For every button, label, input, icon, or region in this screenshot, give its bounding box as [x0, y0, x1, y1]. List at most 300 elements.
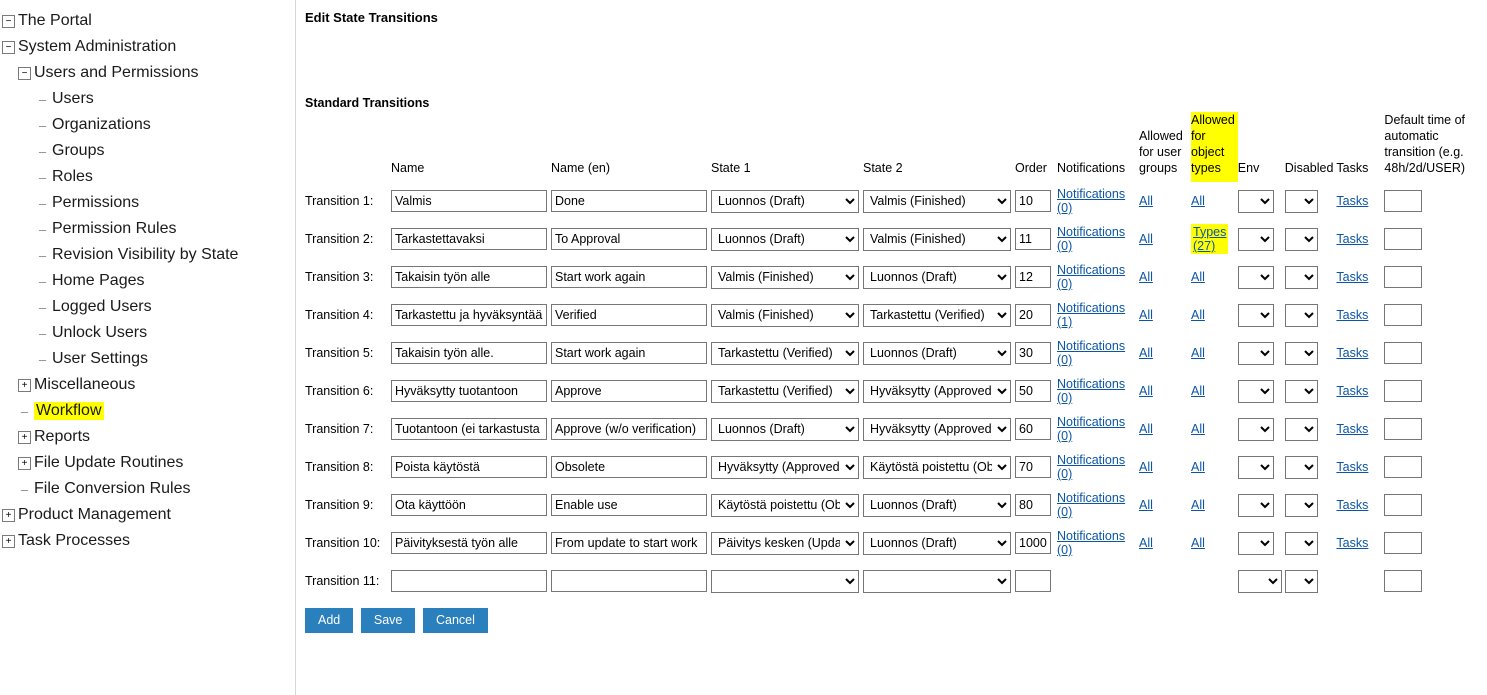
page-title: Edit State Transitions	[305, 10, 438, 25]
state1-select[interactable]	[711, 380, 859, 403]
default-time-input[interactable]	[1384, 532, 1422, 554]
table-row	[305, 372, 1468, 410]
disabled-select[interactable]	[1285, 532, 1318, 555]
name-input[interactable]	[391, 456, 547, 478]
sidebar-item-label[interactable]: Organizations	[52, 116, 151, 133]
allowed-object-types-wrapper	[1191, 346, 1205, 360]
default-time-input[interactable]	[1384, 266, 1422, 288]
notifications-count[interactable]: (0)	[1057, 201, 1073, 215]
default-time-cell	[1384, 182, 1468, 220]
allowed-object-types-link[interactable]: All	[1191, 460, 1205, 474]
state1-cell	[711, 258, 863, 296]
tasks-cell	[1336, 524, 1384, 562]
state1-select[interactable]	[711, 228, 859, 251]
tree-branch-icon: –	[20, 403, 29, 419]
state1-cell	[711, 182, 863, 220]
disabled-select[interactable]	[1285, 266, 1318, 289]
tasks-link[interactable]: Tasks	[1336, 498, 1369, 512]
order-input[interactable]	[1015, 190, 1051, 212]
sidebar-item-roles[interactable]	[0, 164, 295, 190]
sidebar-item-home-pages[interactable]	[0, 268, 295, 294]
default-time-input[interactable]	[1384, 570, 1422, 592]
state2-cell	[863, 182, 1015, 220]
state1-cell	[711, 486, 863, 524]
disabled-select[interactable]	[1285, 380, 1318, 403]
sidebar-item-the-portal[interactable]	[0, 8, 295, 34]
order-cell	[1015, 372, 1057, 410]
env-cell	[1238, 410, 1285, 448]
default-time-cell	[1384, 486, 1468, 524]
name-input[interactable]	[391, 342, 547, 364]
name-cell	[391, 296, 551, 334]
name-input[interactable]	[391, 266, 547, 288]
table-row	[305, 258, 1468, 296]
tree-branch-icon: –	[38, 273, 47, 289]
notifications-count[interactable]: (0)	[1057, 505, 1073, 519]
default-time-input[interactable]	[1384, 228, 1422, 250]
default-time-input[interactable]	[1384, 380, 1422, 402]
sidebar-item-label[interactable]: Home Pages	[52, 272, 145, 289]
disabled-cell	[1285, 182, 1337, 220]
transition-row-label: Transition 6:	[305, 384, 374, 398]
allowed-object-types-wrapper	[1191, 536, 1205, 550]
notifications-count[interactable]: (0)	[1057, 239, 1073, 253]
disabled-cell	[1285, 562, 1337, 600]
disabled-select[interactable]	[1285, 190, 1318, 213]
state2-select[interactable]	[863, 266, 1011, 289]
column-header-row	[305, 112, 391, 182]
save-button[interactable]: Save	[361, 608, 416, 633]
allowed-user-groups-cell	[1139, 334, 1191, 372]
allowed-object-types-cell	[1191, 182, 1238, 220]
sidebar-item-label[interactable]: User Settings	[52, 350, 149, 367]
allowed-user-groups-link[interactable]: All	[1139, 422, 1153, 436]
name-cell	[391, 448, 551, 486]
expand-icon[interactable]: +	[18, 457, 31, 470]
state1-select[interactable]	[711, 456, 859, 479]
env-select[interactable]	[1238, 456, 1274, 479]
allowed-user-groups-link[interactable]: All	[1139, 232, 1153, 246]
tasks-cell	[1336, 334, 1384, 372]
notifications-cell	[1057, 258, 1139, 296]
table-row	[305, 296, 1468, 334]
env-select[interactable]	[1238, 342, 1274, 365]
notifications-link[interactable]: Notifications	[1057, 528, 1126, 543]
column-header-order: Order	[1015, 161, 1047, 175]
allowed-user-groups-cell	[1139, 372, 1191, 410]
name-cell	[391, 372, 551, 410]
notifications-count[interactable]: (0)	[1057, 467, 1073, 481]
name-en-cell	[551, 296, 711, 334]
sidebar-item-label[interactable]: Unlock Users	[52, 324, 148, 341]
tasks-link[interactable]: Tasks	[1336, 460, 1369, 474]
tree-branch-icon: –	[38, 169, 47, 185]
table-header	[305, 112, 1468, 182]
sidebar-item-system-administration[interactable]	[0, 34, 295, 60]
order-cell	[1015, 448, 1057, 486]
sidebar-item-file-conversion-rules[interactable]	[0, 476, 295, 502]
tasks-link[interactable]: Tasks	[1336, 308, 1369, 322]
name-cell	[391, 220, 551, 258]
column-header-state2: State 2	[863, 161, 903, 175]
order-input[interactable]	[1015, 494, 1051, 516]
notifications-cell	[1057, 562, 1139, 600]
main-content	[296, 0, 1487, 695]
state2-select[interactable]	[863, 418, 1011, 441]
name-cell	[391, 182, 551, 220]
allowed-user-groups-cell	[1139, 410, 1191, 448]
order-cell	[1015, 410, 1057, 448]
state2-select[interactable]	[863, 304, 1011, 327]
state1-cell	[711, 562, 863, 600]
env-select[interactable]	[1238, 228, 1274, 251]
tasks-link[interactable]: Tasks	[1336, 194, 1369, 208]
order-input[interactable]	[1015, 266, 1051, 288]
state2-select[interactable]	[863, 494, 1011, 517]
state1-select[interactable]	[711, 418, 859, 441]
disabled-cell	[1285, 258, 1337, 296]
env-select[interactable]	[1238, 418, 1274, 441]
notifications-count[interactable]: (0)	[1057, 391, 1073, 405]
order-input[interactable]	[1015, 570, 1051, 592]
sidebar-item-groups[interactable]	[0, 138, 295, 164]
allowed-user-groups-cell	[1139, 448, 1191, 486]
allowed-user-groups-link[interactable]: All	[1139, 384, 1153, 398]
tasks-link[interactable]: Tasks	[1336, 422, 1369, 436]
sidebar-item-label[interactable]: Roles	[52, 168, 93, 185]
env-cell	[1238, 182, 1285, 220]
tasks-cell	[1336, 372, 1384, 410]
name-en-input[interactable]	[551, 570, 707, 592]
disabled-cell	[1285, 220, 1337, 258]
disabled-cell	[1285, 410, 1337, 448]
notifications-link[interactable]: Notifications	[1057, 338, 1126, 353]
name-en-input[interactable]	[551, 304, 707, 326]
state2-select[interactable]	[863, 380, 1011, 403]
name-input[interactable]	[391, 418, 547, 440]
name-en-input[interactable]	[551, 418, 707, 440]
allowed-user-groups-link[interactable]: All	[1139, 498, 1153, 512]
notifications-link[interactable]: Notifications	[1057, 186, 1126, 201]
state2-cell	[863, 524, 1015, 562]
env-select[interactable]	[1238, 304, 1274, 327]
sidebar-item-label[interactable]: Miscellaneous	[34, 376, 136, 393]
sidebar-item-label[interactable]: File Conversion Rules	[34, 480, 191, 497]
allowed-object-types-wrapper	[1191, 308, 1205, 322]
allowed-user-groups-cell	[1139, 220, 1191, 258]
name-cell	[391, 486, 551, 524]
allowed-object-types-link[interactable]: All	[1191, 498, 1205, 512]
collapse-icon[interactable]: −	[18, 67, 31, 80]
env-select[interactable]	[1238, 532, 1274, 555]
name-en-input[interactable]	[551, 494, 707, 516]
sidebar-item-label[interactable]: Logged Users	[52, 298, 152, 315]
tree-branch-icon: –	[38, 143, 47, 159]
add-button[interactable]: Add	[305, 608, 353, 633]
notifications-cell	[1057, 524, 1139, 562]
sidebar-item-label[interactable]: Task Processes	[18, 532, 131, 549]
expand-icon[interactable]: +	[2, 535, 15, 548]
expand-icon[interactable]: +	[18, 431, 31, 444]
sidebar-item-label[interactable]: Groups	[52, 142, 105, 159]
state2-select[interactable]	[863, 570, 1011, 593]
name-input[interactable]	[391, 570, 547, 592]
order-input[interactable]	[1015, 228, 1051, 250]
sidebar-item-label[interactable]: Revision Visibility by State	[52, 246, 239, 263]
allowed-user-groups-cell	[1139, 258, 1191, 296]
column-header-allowed-user-groups: Allowed for user groups	[1139, 129, 1183, 175]
default-time-cell	[1384, 410, 1468, 448]
disabled-select[interactable]	[1285, 418, 1318, 441]
sidebar-item-user-settings[interactable]	[0, 346, 295, 372]
sidebar-item-label[interactable]: Permission Rules	[52, 220, 177, 237]
tasks-cell	[1336, 296, 1384, 334]
allowed-user-groups-link[interactable]: All	[1139, 194, 1153, 208]
name-en-cell	[551, 258, 711, 296]
name-en-input[interactable]	[551, 190, 707, 212]
tasks-link[interactable]: Tasks	[1336, 232, 1369, 246]
order-input[interactable]	[1015, 380, 1051, 402]
notifications-cell	[1057, 448, 1139, 486]
name-input[interactable]	[391, 532, 547, 554]
column-header-allowed-object-types: Allowed for object types	[1191, 112, 1238, 182]
allowed-user-groups-cell	[1139, 296, 1191, 334]
default-time-input[interactable]	[1384, 456, 1422, 478]
tree-branch-icon: –	[38, 247, 47, 263]
sidebar-item-file-update-routines[interactable]	[0, 450, 295, 476]
transition-row-label: Transition 3:	[305, 270, 374, 284]
order-input[interactable]	[1015, 304, 1051, 326]
tree-branch-icon: –	[38, 195, 47, 211]
allowed-object-types-link[interactable]: All	[1191, 384, 1205, 398]
order-cell	[1015, 334, 1057, 372]
allowed-object-types-link[interactable]: All	[1191, 194, 1205, 208]
notifications-count[interactable]: (0)	[1057, 277, 1073, 291]
sidebar-item-miscellaneous[interactable]	[0, 372, 295, 398]
default-time-input[interactable]	[1384, 342, 1422, 364]
expand-icon[interactable]: +	[2, 509, 15, 522]
default-time-input[interactable]	[1384, 304, 1422, 326]
name-input[interactable]	[391, 304, 547, 326]
name-input[interactable]	[391, 494, 547, 516]
table-row	[305, 410, 1468, 448]
env-cell	[1238, 258, 1285, 296]
disabled-cell	[1285, 486, 1337, 524]
allowed-user-groups-link[interactable]: All	[1139, 270, 1153, 284]
sidebar-item-label[interactable]: Reports	[34, 428, 91, 445]
allowed-object-types-count[interactable]: (27)	[1193, 239, 1216, 253]
default-time-input[interactable]	[1384, 190, 1422, 212]
notifications-count[interactable]: (1)	[1057, 315, 1073, 329]
allowed-user-groups-link[interactable]: All	[1139, 460, 1153, 474]
name-en-input[interactable]	[551, 532, 707, 554]
state1-select[interactable]	[711, 266, 859, 289]
sidebar-item-product-management[interactable]	[0, 502, 295, 528]
allowed-object-types-cell	[1191, 448, 1238, 486]
allowed-user-groups-link[interactable]: All	[1139, 536, 1153, 550]
name-en-cell	[551, 334, 711, 372]
notifications-cell	[1057, 486, 1139, 524]
env-select[interactable]	[1238, 380, 1274, 403]
order-input[interactable]	[1015, 342, 1051, 364]
tasks-link[interactable]: Tasks	[1336, 270, 1369, 284]
allowed-object-types-link[interactable]: All	[1191, 536, 1205, 550]
sidebar-item-label[interactable]: Workflow	[36, 402, 102, 419]
order-input[interactable]	[1015, 418, 1051, 440]
state1-cell	[711, 334, 863, 372]
sidebar-item-logged-users[interactable]	[0, 294, 295, 320]
column-header-tasks: Tasks	[1336, 161, 1369, 175]
sidebar-item-workflow[interactable]	[0, 398, 295, 424]
allowed-object-types-wrapper	[1191, 194, 1205, 208]
default-time-cell	[1384, 296, 1468, 334]
sidebar-item-permission-rules[interactable]	[0, 216, 295, 242]
name-en-input[interactable]	[551, 380, 707, 402]
tasks-cell	[1336, 486, 1384, 524]
name-en-input[interactable]	[551, 266, 707, 288]
disabled-select[interactable]	[1285, 456, 1318, 479]
disabled-cell	[1285, 448, 1337, 486]
sidebar-item-users-and-permissions[interactable]	[0, 60, 295, 86]
env-cell	[1238, 562, 1285, 600]
state2-select[interactable]	[863, 342, 1011, 365]
column-header-state1: State 1	[711, 161, 751, 175]
sidebar-item-label[interactable]: Users and Permissions	[34, 64, 199, 81]
notifications-link[interactable]: Notifications	[1057, 224, 1126, 239]
allowed-object-types-cell	[1191, 296, 1238, 334]
state1-select[interactable]	[711, 570, 859, 593]
default-time-cell	[1384, 258, 1468, 296]
name-input[interactable]	[391, 228, 547, 250]
disabled-select[interactable]	[1285, 570, 1318, 593]
env-select[interactable]	[1238, 190, 1274, 213]
state2-select[interactable]	[863, 190, 1011, 213]
state2-select[interactable]	[863, 456, 1011, 479]
transitions-table	[305, 112, 1468, 600]
env-select[interactable]	[1238, 494, 1274, 517]
notifications-link[interactable]: Notifications	[1057, 452, 1126, 467]
expand-icon[interactable]: +	[18, 379, 31, 392]
order-cell	[1015, 258, 1057, 296]
allowed-object-types-link[interactable]: All	[1191, 308, 1205, 322]
tasks-link[interactable]: Tasks	[1336, 346, 1369, 360]
allowed-object-types-cell	[1191, 410, 1238, 448]
disabled-select[interactable]	[1285, 228, 1318, 251]
disabled-select[interactable]	[1285, 304, 1318, 327]
disabled-select[interactable]	[1285, 494, 1318, 517]
allowed-object-types-link[interactable]: All	[1191, 270, 1205, 284]
sidebar-item-reports[interactable]	[0, 424, 295, 450]
sidebar-item-label[interactable]: The Portal	[18, 12, 92, 29]
disabled-select[interactable]	[1285, 342, 1318, 365]
name-input[interactable]	[391, 380, 547, 402]
allowed-object-types-cell	[1191, 334, 1238, 372]
transition-row-label: Transition 9:	[305, 498, 374, 512]
order-input[interactable]	[1015, 456, 1051, 478]
state1-select[interactable]	[711, 342, 859, 365]
name-cell	[391, 524, 551, 562]
notifications-link[interactable]: Notifications	[1057, 490, 1126, 505]
table-row	[305, 220, 1468, 258]
collapse-icon[interactable]: −	[2, 41, 15, 54]
sidebar-item-label[interactable]: System Administration	[18, 38, 177, 55]
name-input[interactable]	[391, 190, 547, 212]
tree-branch-icon: –	[38, 221, 47, 237]
disabled-cell	[1285, 334, 1337, 372]
name-en-cell	[551, 182, 711, 220]
state2-select[interactable]	[863, 532, 1011, 555]
tree-branch-icon: –	[38, 91, 47, 107]
allowed-object-types-wrapper	[1191, 460, 1205, 474]
notifications-link[interactable]: Notifications	[1057, 300, 1126, 315]
name-cell	[391, 258, 551, 296]
notifications-cell	[1057, 372, 1139, 410]
tree-branch-icon: –	[38, 299, 47, 315]
notifications-link[interactable]: Notifications	[1057, 262, 1126, 277]
env-select[interactable]	[1238, 266, 1274, 289]
sidebar-item-label[interactable]: Permissions	[52, 194, 140, 211]
allowed-user-groups-link[interactable]: All	[1139, 308, 1153, 322]
default-time-cell	[1384, 524, 1468, 562]
notifications-link[interactable]: Notifications	[1057, 414, 1126, 429]
tasks-cell	[1336, 448, 1384, 486]
name-en-input[interactable]	[551, 456, 707, 478]
allowed-object-types-link[interactable]: All	[1191, 422, 1205, 436]
state1-select[interactable]	[711, 532, 859, 555]
cancel-button[interactable]: Cancel	[423, 608, 488, 633]
name-en-cell	[551, 448, 711, 486]
navigation-tree	[0, 0, 296, 695]
notifications-link[interactable]: Notifications	[1057, 376, 1126, 391]
column-header-notifications: Notifications	[1057, 161, 1126, 175]
notifications-count[interactable]: (0)	[1057, 353, 1073, 367]
env-cell	[1238, 372, 1285, 410]
name-en-input[interactable]	[551, 342, 707, 364]
notifications-count[interactable]: (0)	[1057, 543, 1073, 557]
sidebar-item-label[interactable]: Users	[52, 90, 94, 107]
allowed-object-types-link[interactable]: All	[1191, 346, 1205, 360]
state2-select[interactable]	[863, 228, 1011, 251]
sidebar-item-label[interactable]: Product Management	[18, 506, 171, 523]
notifications-cell	[1057, 410, 1139, 448]
order-input[interactable]	[1015, 532, 1051, 554]
name-cell	[391, 410, 551, 448]
tasks-link[interactable]: Tasks	[1336, 536, 1369, 550]
sidebar-item-permissions[interactable]	[0, 190, 295, 216]
state1-select[interactable]	[711, 494, 859, 517]
transition-row-label: Transition 5:	[305, 346, 374, 360]
sidebar-item-organizations[interactable]	[0, 112, 295, 138]
state1-select[interactable]	[711, 190, 859, 213]
name-en-input[interactable]	[551, 228, 707, 250]
allowed-user-groups-cell	[1139, 562, 1191, 600]
default-time-input[interactable]	[1384, 418, 1422, 440]
sidebar-item-label[interactable]: File Update Routines	[34, 454, 184, 471]
allowed-user-groups-link[interactable]: All	[1139, 346, 1153, 360]
allowed-object-types-link[interactable]: Types	[1193, 224, 1227, 239]
sidebar-item-task-processes[interactable]	[0, 528, 295, 554]
default-time-input[interactable]	[1384, 494, 1422, 516]
collapse-icon[interactable]: −	[2, 15, 15, 28]
tree-branch-icon: –	[20, 481, 29, 497]
sidebar-item-revision-visibility-by-state[interactable]	[0, 242, 295, 268]
sidebar-item-users[interactable]	[0, 86, 295, 112]
tasks-link[interactable]: Tasks	[1336, 384, 1369, 398]
env-select[interactable]	[1238, 570, 1282, 593]
state1-select[interactable]	[711, 304, 859, 327]
sidebar-item-unlock-users[interactable]	[0, 320, 295, 346]
notifications-count[interactable]: (0)	[1057, 429, 1073, 443]
